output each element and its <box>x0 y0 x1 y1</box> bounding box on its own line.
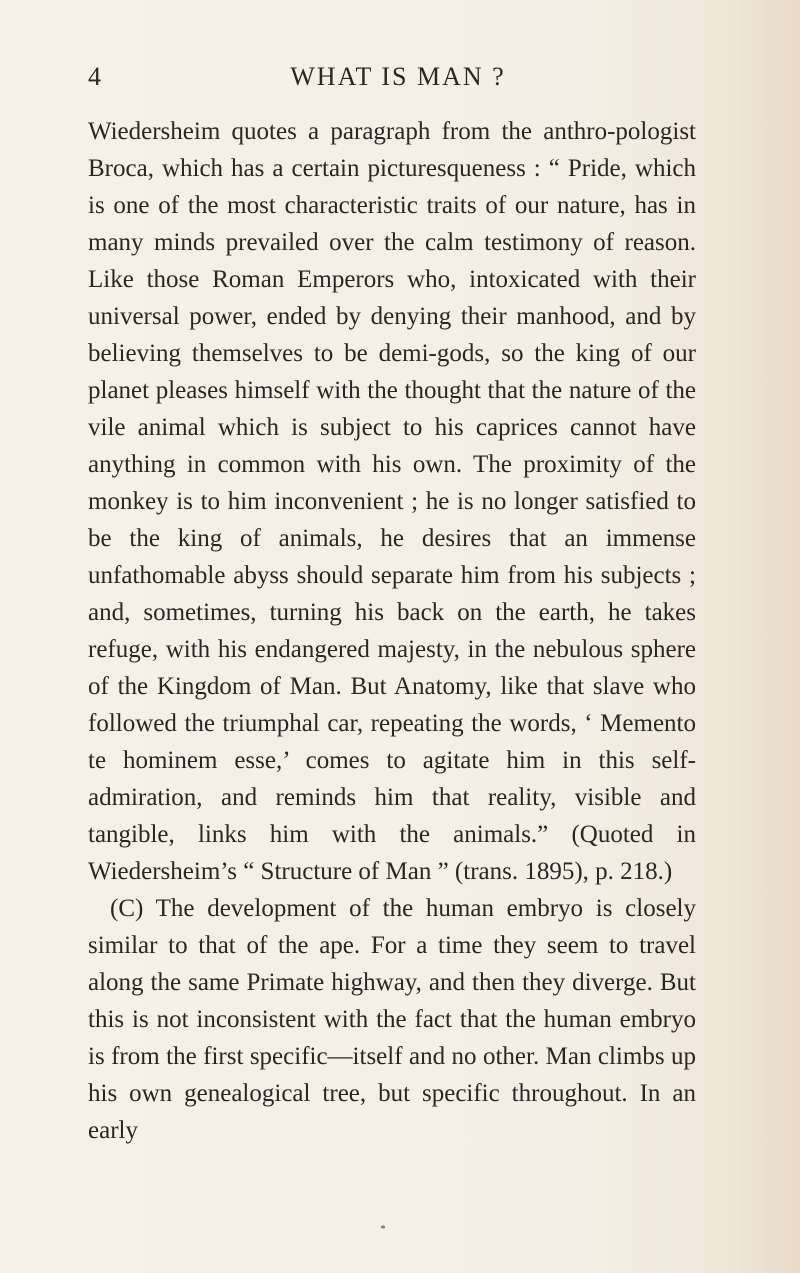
footer-mark: * <box>380 1224 386 1235</box>
page-header <box>88 62 708 102</box>
body-text <box>88 113 696 1149</box>
page-number: 4 <box>88 62 102 91</box>
paragraph-embryo: (C) The development of the human embryo is closely similar to that of the ape. For a time they seem to travel along the same Primate highway, and then they diverge. But this is not inconsistent with the fact that the human embryo is from the first specific—itself and no other. Man climbs up his own genealogical tree, but specific throughout. In an early <box>88 895 696 1144</box>
running-head: WHAT IS MAN ? <box>290 62 506 91</box>
paragraph-broca-quote: Wiedersheim quotes a paragraph from the anthro-pologist Broca, which has a certain picturesqueness : “ Pride, which is one of the most characteristic traits of our nature, has in many minds prevailed over the calm testimony of reason. Like those Roman Emperors who, intoxicated with their universal power, ended by denying their manhood, and by believing themselves to be demi-gods, so the king of our planet pleases himself with the thought that the nature of the vile animal which is subject to his caprices cannot have anything in common with his own. The proximity of the monkey is to him inconvenient ; he is no longer satisfied to be the king of animals, he desires that an immense unfathomable abyss should separate him from his subjects ; and, sometimes, turning his back on the earth, he takes refuge, with his endangered majesty, in the nebulous sphere of the Kingdom of Man. But Anatomy, like that slave who followed the triumphal car, repeating the words, ‘ Memento te hominem esse,’ comes to agitate him in this self-admiration, and reminds him that reality, visible and tangible, links him with the animals.” (Quoted in Wiedersheim’s “ Structure of Man ” (trans. 1895), p. 218.) <box>88 118 696 885</box>
